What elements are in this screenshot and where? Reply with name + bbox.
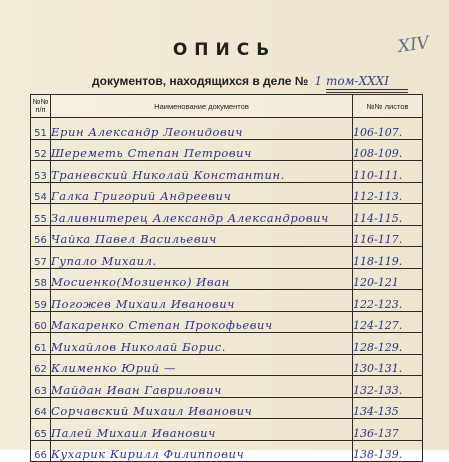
- table-row: [31, 247, 423, 269]
- row-name: Погожев Михаил Иванович: [51, 290, 353, 312]
- table-row: [31, 311, 423, 333]
- header-num: №№ п/п: [31, 95, 51, 118]
- row-sheets: 120-121: [353, 268, 423, 290]
- row-name: Михайлов Николай Борис.: [51, 333, 353, 355]
- row-sheets: 122-123.: [353, 290, 423, 312]
- header-sheets: №№ листов: [353, 95, 423, 118]
- table-row: [31, 268, 423, 290]
- row-number: 57: [31, 247, 51, 269]
- header-name: Наименование документов: [51, 95, 353, 118]
- subtitle-line: [92, 74, 389, 88]
- table-row: [31, 290, 423, 312]
- row-sheets: 132-133.: [353, 376, 423, 398]
- row-sheets: 108-109.: [353, 139, 423, 161]
- case-number-underline: [326, 89, 408, 90]
- row-sheets: 112-113.: [353, 182, 423, 204]
- row-sheets: 130-131.: [353, 354, 423, 376]
- row-number: 63: [31, 376, 51, 398]
- inventory-table: [30, 94, 423, 462]
- row-name: Заливнитерец Александр Александрович: [51, 204, 353, 226]
- row-sheets: 138-139.: [353, 440, 423, 462]
- table-row: [31, 118, 423, 140]
- row-sheets: 110-111.: [353, 161, 423, 183]
- table-row: [31, 161, 423, 183]
- row-sheets: 116-117.: [353, 225, 423, 247]
- row-name: Сорчавский Михаил Иванович: [51, 397, 353, 419]
- row-sheets: 106-107.: [353, 118, 423, 140]
- row-number: 59: [31, 290, 51, 312]
- row-number: 52: [31, 139, 51, 161]
- table-row: [31, 419, 423, 441]
- row-name: Кухарик Кирилл Филиппович: [51, 440, 353, 462]
- row-name: Мосиенко(Мозиенко) Иван: [51, 268, 353, 290]
- table-row: [31, 333, 423, 355]
- corner-roman-numeral: XIV: [396, 32, 431, 58]
- table-row: [31, 182, 423, 204]
- row-number: 56: [31, 225, 51, 247]
- row-number: 66: [31, 440, 51, 462]
- table-row: [31, 225, 423, 247]
- row-name: Макаренко Степан Прокофьевич: [51, 311, 353, 333]
- row-number: 64: [31, 397, 51, 419]
- case-number-underline-2: [326, 92, 408, 93]
- row-sheets: 124-127.: [353, 311, 423, 333]
- row-name: Гупало Михаил.: [51, 247, 353, 269]
- row-number: 58: [31, 268, 51, 290]
- table-row: [31, 397, 423, 419]
- row-sheets: 134-135: [353, 397, 423, 419]
- row-number: 65: [31, 419, 51, 441]
- table-row: [31, 376, 423, 398]
- row-name: Галка Григорий Андреевич: [51, 182, 353, 204]
- row-name: Чайка Павел Васильевич: [51, 225, 353, 247]
- row-sheets: 114-115.: [353, 204, 423, 226]
- table-row: [31, 354, 423, 376]
- row-name: Ерин Александр Леонидович: [51, 118, 353, 140]
- case-number: 1 том-XXXI: [314, 74, 389, 88]
- row-number: 55: [31, 204, 51, 226]
- row-name: Клименко Юрий —: [51, 354, 353, 376]
- row-number: 54: [31, 182, 51, 204]
- row-sheets: 118-119.: [353, 247, 423, 269]
- row-name: Траневский Николай Константин.: [51, 161, 353, 183]
- table-row: [31, 440, 423, 462]
- row-sheets: 136-137: [353, 419, 423, 441]
- row-number: 61: [31, 333, 51, 355]
- row-number: 62: [31, 354, 51, 376]
- table-row: [31, 204, 423, 226]
- row-number: 51: [31, 118, 51, 140]
- document-title: ОПИСЬ: [172, 40, 277, 60]
- row-name: Шереметь Степан Петрович: [51, 139, 353, 161]
- row-number: 53: [31, 161, 51, 183]
- subtitle-text: документов, находящихся в деле №: [92, 74, 309, 88]
- row-sheets: 128-129.: [353, 333, 423, 355]
- table-header-row: [31, 95, 423, 118]
- row-name: Палей Михаил Иванович: [51, 419, 353, 441]
- table-row: [31, 139, 423, 161]
- row-number: 60: [31, 311, 51, 333]
- row-name: Майдан Иван Гаврилович: [51, 376, 353, 398]
